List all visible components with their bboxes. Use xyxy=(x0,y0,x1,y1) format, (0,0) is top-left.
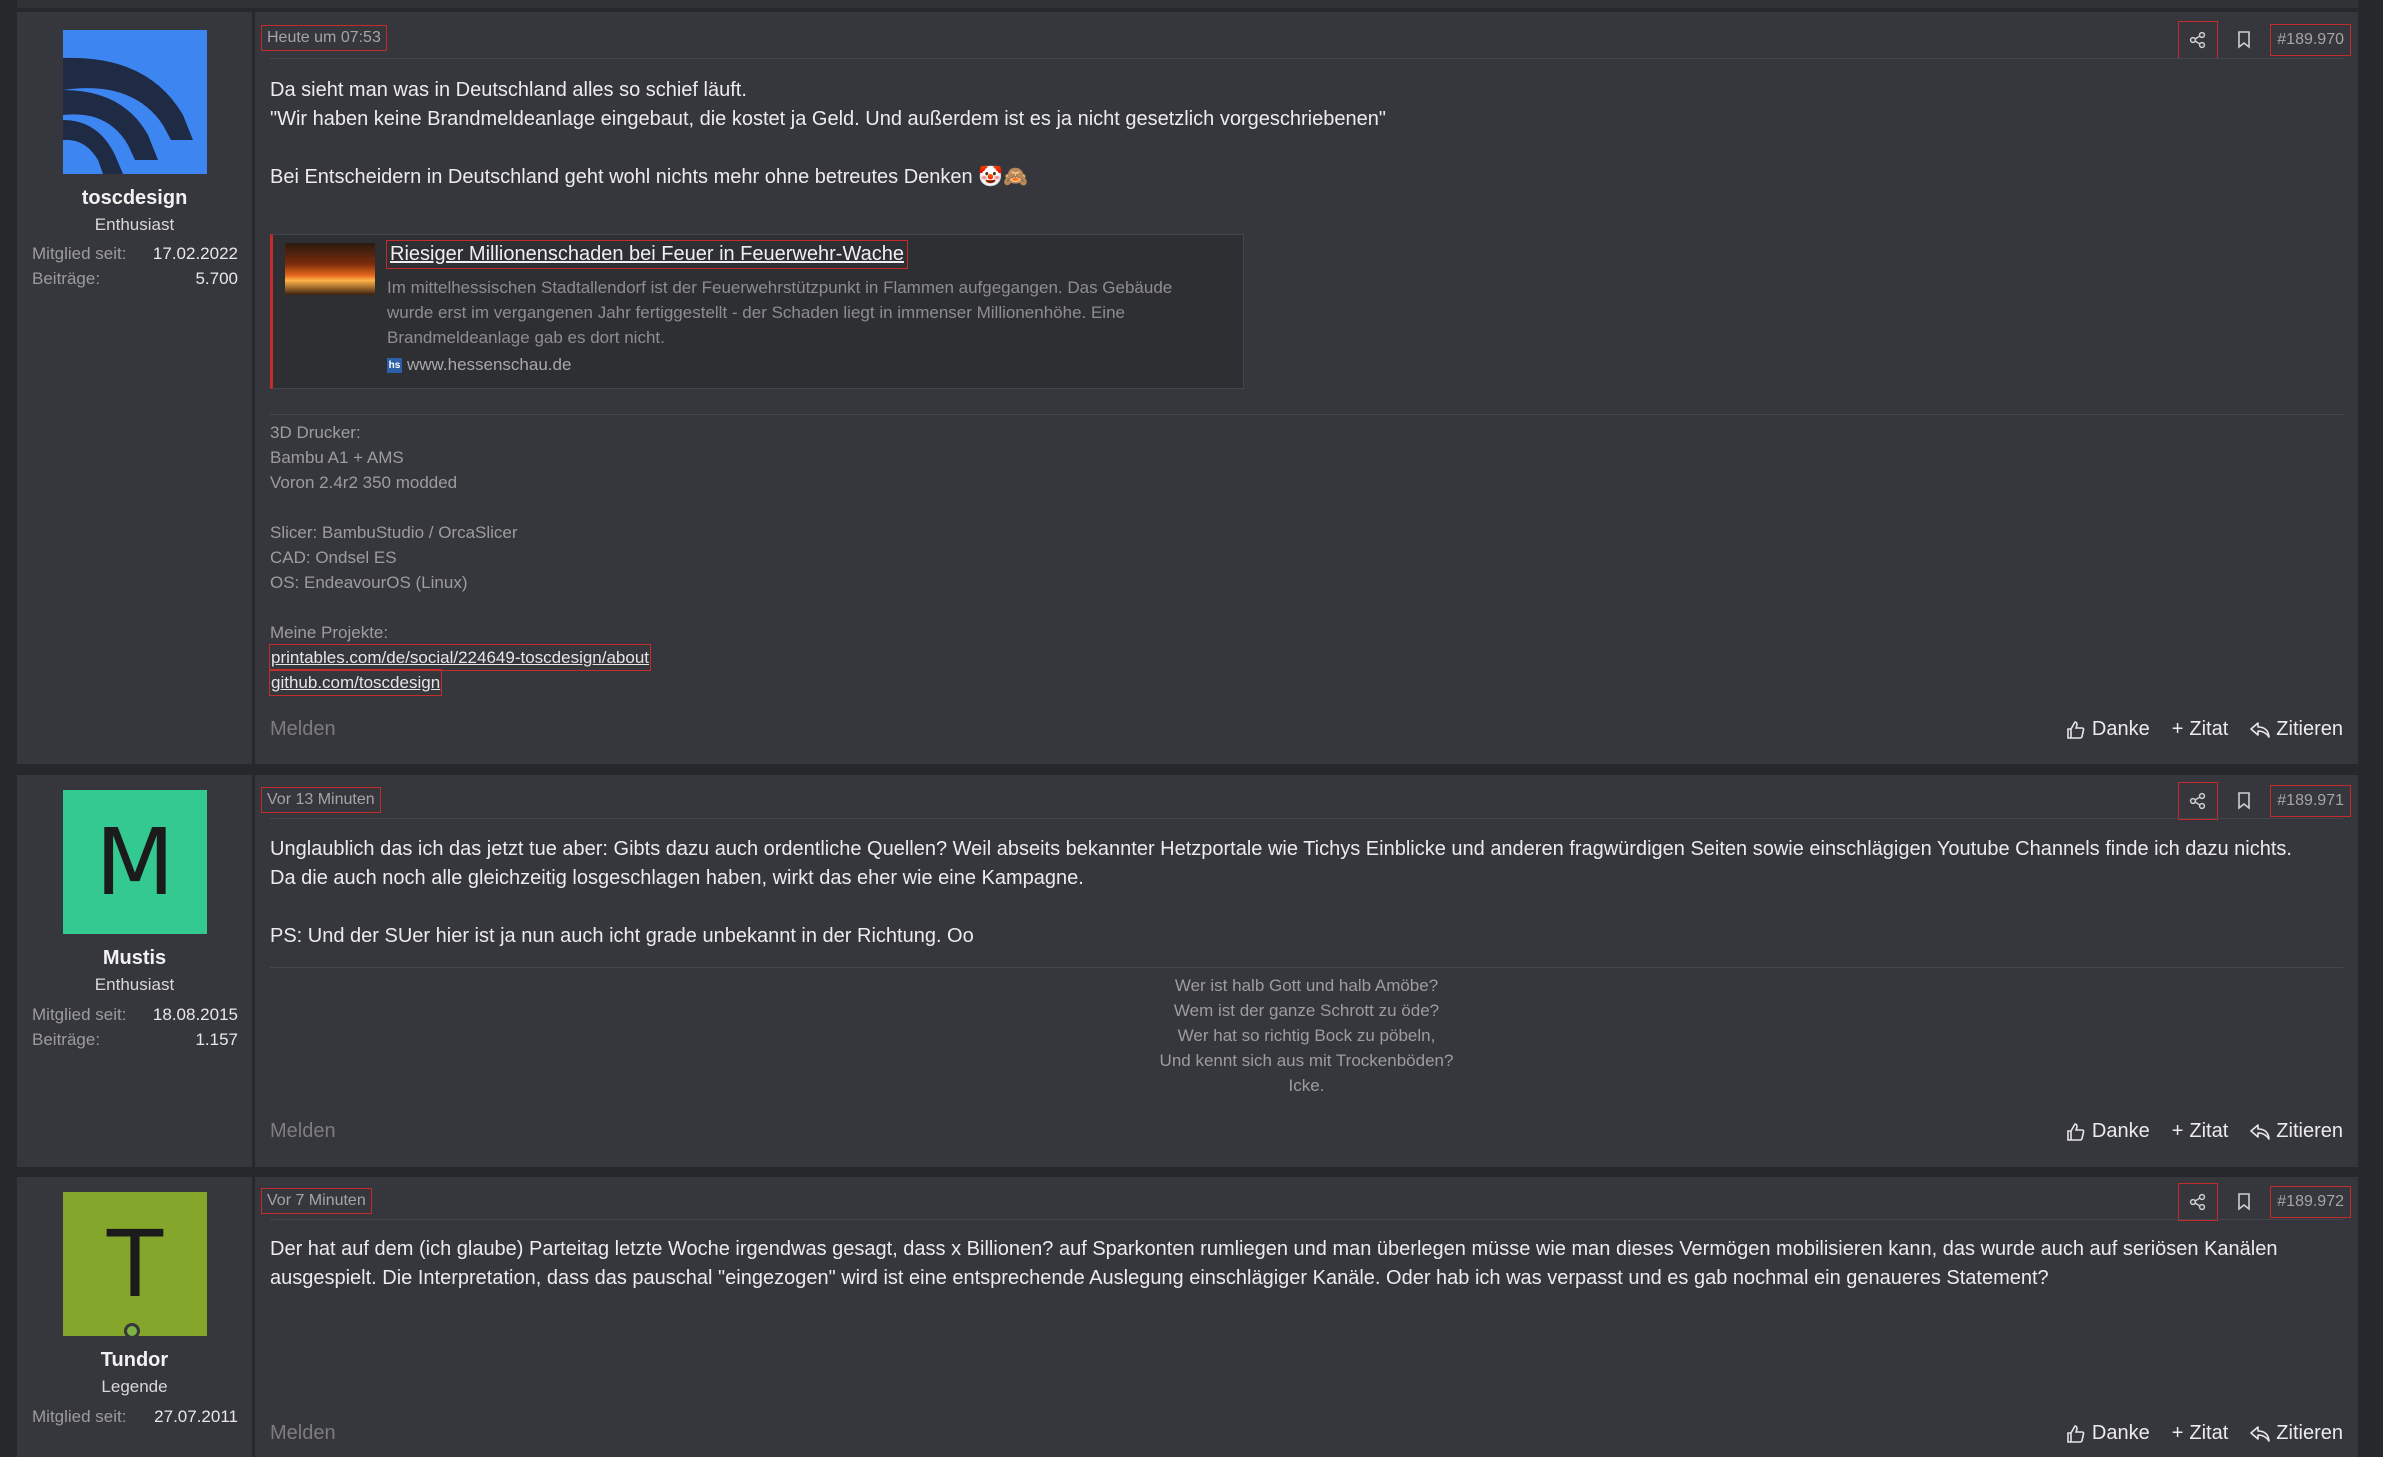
multiquote-label: Zitat xyxy=(2189,1120,2229,1142)
post-footer xyxy=(270,718,2343,741)
reply-label: Zitieren xyxy=(2276,1422,2343,1444)
post-date[interactable]: Vor 13 Minuten xyxy=(262,788,380,812)
preview-source xyxy=(387,355,571,375)
signature-line: Wer ist halb Gott und halb Amöbe? xyxy=(1174,976,1439,995)
username[interactable]: toscdesign xyxy=(81,187,188,209)
report-link[interactable]: Melden xyxy=(270,718,336,740)
joined-value: 27.07.2011 xyxy=(154,1407,238,1426)
message-panel xyxy=(255,12,2358,764)
body-line: Der hat auf dem (ich glaube) Parteitag letzte Woche irgendwas gesagt, dass x Billionen? auf Sparkonten rumliegen und man überlegen müsse wie man dieses Vermögen mobilisieren kann, das wurde auch auf seriösen Kanälen ausgespielt. Die Interpretation, dass das pauschal "eingezogen" wird ist eine entsprechende Auslegung einschlägiger Kanäle. Oder hab ich was verpasst und es gab nochmal ein genaueres Statement? xyxy=(270,1238,2284,1289)
source-favicon-icon: hs xyxy=(388,359,401,371)
body-line: Unglaublich das ich das jetzt tue aber: Gibts dazu auch ordentliche Quellen? Weil abseits bekannter Hetzportale wie Tichys Einblicke und anderen fragwürdigen Seiten sowie einschlägigen Youtube Channels finde ich dazu nichts. Da die auch noch alle gleichzeitig losgeschlagen haben, wirkt das eher wie eine Kampagne. xyxy=(270,838,2298,889)
share-icon xyxy=(2189,1193,2207,1211)
joined-value: 18.08.2015 xyxy=(152,1005,238,1024)
post-actions xyxy=(2066,1422,2343,1445)
post-footer xyxy=(270,1120,2343,1143)
joined-stat xyxy=(32,1407,238,1427)
reply-button[interactable] xyxy=(2250,1120,2343,1143)
share-button[interactable] xyxy=(2179,22,2217,58)
multiquote-label: Zitat xyxy=(2189,1422,2229,1444)
post-actions xyxy=(2066,718,2343,741)
plus-icon: + xyxy=(2171,1422,2184,1444)
posts-stat xyxy=(32,1030,238,1050)
post-body xyxy=(270,835,2318,951)
avatar[interactable] xyxy=(63,30,207,174)
post-189970 xyxy=(17,12,2358,764)
joined-label: Mitglied seit: xyxy=(32,1005,127,1024)
body-line xyxy=(270,134,2318,163)
posts-value: 1.157 xyxy=(195,1030,238,1049)
multiquote-button[interactable] xyxy=(2172,718,2229,741)
message-panel xyxy=(255,775,2358,1167)
post-number[interactable]: #189.972 xyxy=(2271,1187,2350,1217)
like-button[interactable] xyxy=(2066,1120,2150,1143)
preview-title[interactable]: Riesiger Millionenschaden bei Feuer in Feuerwehr-Wache xyxy=(387,241,907,268)
reply-icon xyxy=(2250,1123,2270,1141)
avatar[interactable]: T xyxy=(63,1192,207,1336)
message-panel xyxy=(255,1177,2358,1457)
joined-stat xyxy=(32,1005,238,1025)
header-divider xyxy=(270,1219,2343,1220)
user-title: Legende xyxy=(101,1377,168,1396)
bookmark-button[interactable] xyxy=(2225,22,2263,58)
reply-label: Zitieren xyxy=(2276,718,2343,740)
posts-label: Beiträge: xyxy=(32,269,101,288)
username[interactable]: Mustis xyxy=(102,947,167,969)
post-189972 xyxy=(17,1177,2358,1457)
reply-icon xyxy=(2250,1425,2270,1443)
share-button[interactable] xyxy=(2179,1184,2217,1220)
post-number[interactable]: #189.971 xyxy=(2271,786,2350,816)
like-label: Danke xyxy=(2091,1422,2150,1444)
user-info-panel xyxy=(17,775,252,1167)
header-divider xyxy=(270,818,2343,819)
thumbs-up-icon xyxy=(2066,720,2086,740)
reply-button[interactable] xyxy=(2250,718,2343,741)
signature xyxy=(270,420,650,695)
signature-line: 3D Drucker: xyxy=(270,423,361,442)
body-line: Bei Entscheidern in Deutschland geht wohl nichts mehr ohne betreutes Denken 🤡🙈 xyxy=(270,166,1029,188)
signature-line: OS: EndeavourOS (Linux) xyxy=(270,573,468,592)
reply-icon xyxy=(2250,721,2270,739)
post-tools xyxy=(2179,783,2350,819)
signature-line xyxy=(270,495,650,520)
thumbs-up-icon xyxy=(2066,1122,2086,1142)
user-title: Enthusiast xyxy=(94,975,175,994)
share-icon xyxy=(2189,31,2207,49)
user-title: Enthusiast xyxy=(94,215,175,234)
reply-button[interactable] xyxy=(2250,1422,2343,1445)
signature-line: Und kennt sich aus mit Trockenböden? xyxy=(1159,1051,1454,1070)
posts-value: 5.700 xyxy=(195,269,238,288)
post-189971 xyxy=(17,775,2358,1167)
bookmark-icon xyxy=(2237,792,2251,810)
body-line: "Wir haben keine Brandmeldeanlage eingebaut, die kostet ja Geld. Und außerdem ist es ja nicht gesetzlich vorgeschriebenen" xyxy=(270,108,1386,130)
signature-line: CAD: Ondsel ES xyxy=(270,548,397,567)
multiquote-label: Zitat xyxy=(2189,718,2229,740)
post-body xyxy=(270,76,2318,192)
signature-link-github[interactable]: github.com/toscdesign xyxy=(270,670,441,695)
signature-line: Icke. xyxy=(1288,1076,1325,1095)
posts-label: Beiträge: xyxy=(32,1030,101,1049)
user-info-panel xyxy=(17,12,252,764)
share-button[interactable] xyxy=(2179,783,2217,819)
signature-line: Voron 2.4r2 350 modded xyxy=(270,473,458,492)
post-body xyxy=(270,1235,2318,1293)
link-preview[interactable] xyxy=(270,234,1244,389)
like-label: Danke xyxy=(2091,1120,2150,1142)
preview-source-domain: www.hessenschau.de xyxy=(407,355,572,374)
share-icon xyxy=(2189,792,2207,810)
username[interactable]: Tundor xyxy=(100,1349,169,1371)
signature-divider xyxy=(270,414,2343,415)
post-date[interactable]: Heute um 07:53 xyxy=(262,26,386,50)
online-status-indicator xyxy=(124,1323,140,1339)
signature-line: Bambu A1 + AMS xyxy=(270,448,404,467)
bookmark-button[interactable] xyxy=(2225,783,2263,819)
body-line xyxy=(270,893,2318,922)
preview-thumbnail xyxy=(285,243,375,295)
like-label: Danke xyxy=(2091,718,2150,740)
signature-line: Wem ist der ganze Schrott zu öde? xyxy=(1173,1001,1440,1020)
post-actions xyxy=(2066,1120,2343,1143)
joined-label: Mitglied seit: xyxy=(32,244,127,263)
post-tools xyxy=(2179,1184,2350,1220)
plus-icon: + xyxy=(2171,1120,2184,1142)
posts-stat xyxy=(32,269,238,289)
post-number[interactable]: #189.970 xyxy=(2271,25,2350,55)
signature-link-printables[interactable]: printables.com/de/social/224649-toscdesign/about xyxy=(270,645,650,670)
preview-description: Im mittelhessischen Stadtallendorf ist der Feuerwehrstützpunkt in Flammen aufgegangen. Das Gebäude wurde erst im vergangenen Jahr fertiggestellt - der Schaden liegt in immenser Millionenhöhe. Eine Brandmeldeanlage gab es dort nicht. xyxy=(387,278,1173,347)
header-divider xyxy=(270,58,2343,59)
joined-value: 17.02.2022 xyxy=(152,244,238,263)
signature xyxy=(255,973,2358,1098)
avatar[interactable]: M xyxy=(63,790,207,934)
report-link[interactable]: Melden xyxy=(270,1120,336,1142)
signature-line: Slicer: BambuStudio / OrcaSlicer xyxy=(270,523,518,542)
post-date[interactable]: Vor 7 Minuten xyxy=(262,1189,371,1213)
logo-icon xyxy=(63,30,207,174)
report-link[interactable]: Melden xyxy=(270,1422,336,1444)
multiquote-button[interactable] xyxy=(2172,1120,2229,1143)
like-button[interactable] xyxy=(2066,718,2150,741)
bookmark-button[interactable] xyxy=(2225,1184,2263,1220)
body-line: Da sieht man was in Deutschland alles so schief läuft. xyxy=(270,79,747,101)
bookmark-icon xyxy=(2237,1193,2251,1211)
signature-line: Wer hat so richtig Bock zu pöbeln, xyxy=(1177,1026,1436,1045)
previous-post-edge xyxy=(17,0,2358,8)
bookmark-icon xyxy=(2237,31,2251,49)
joined-label: Mitglied seit: xyxy=(32,1407,127,1426)
signature-line xyxy=(270,595,650,620)
post-tools xyxy=(2179,22,2350,58)
signature-divider xyxy=(270,967,2343,968)
signature-line: Meine Projekte: xyxy=(270,623,389,642)
post-footer xyxy=(270,1422,2343,1445)
joined-stat xyxy=(32,244,238,264)
thumbs-up-icon xyxy=(2066,1424,2086,1444)
like-button[interactable] xyxy=(2066,1422,2150,1445)
multiquote-button[interactable] xyxy=(2172,1422,2229,1445)
user-info-panel xyxy=(17,1177,252,1457)
plus-icon: + xyxy=(2171,718,2184,740)
body-line: PS: Und der SUer hier ist ja nun auch icht grade unbekannt in der Richtung. Oo xyxy=(270,925,974,947)
reply-label: Zitieren xyxy=(2276,1120,2343,1142)
